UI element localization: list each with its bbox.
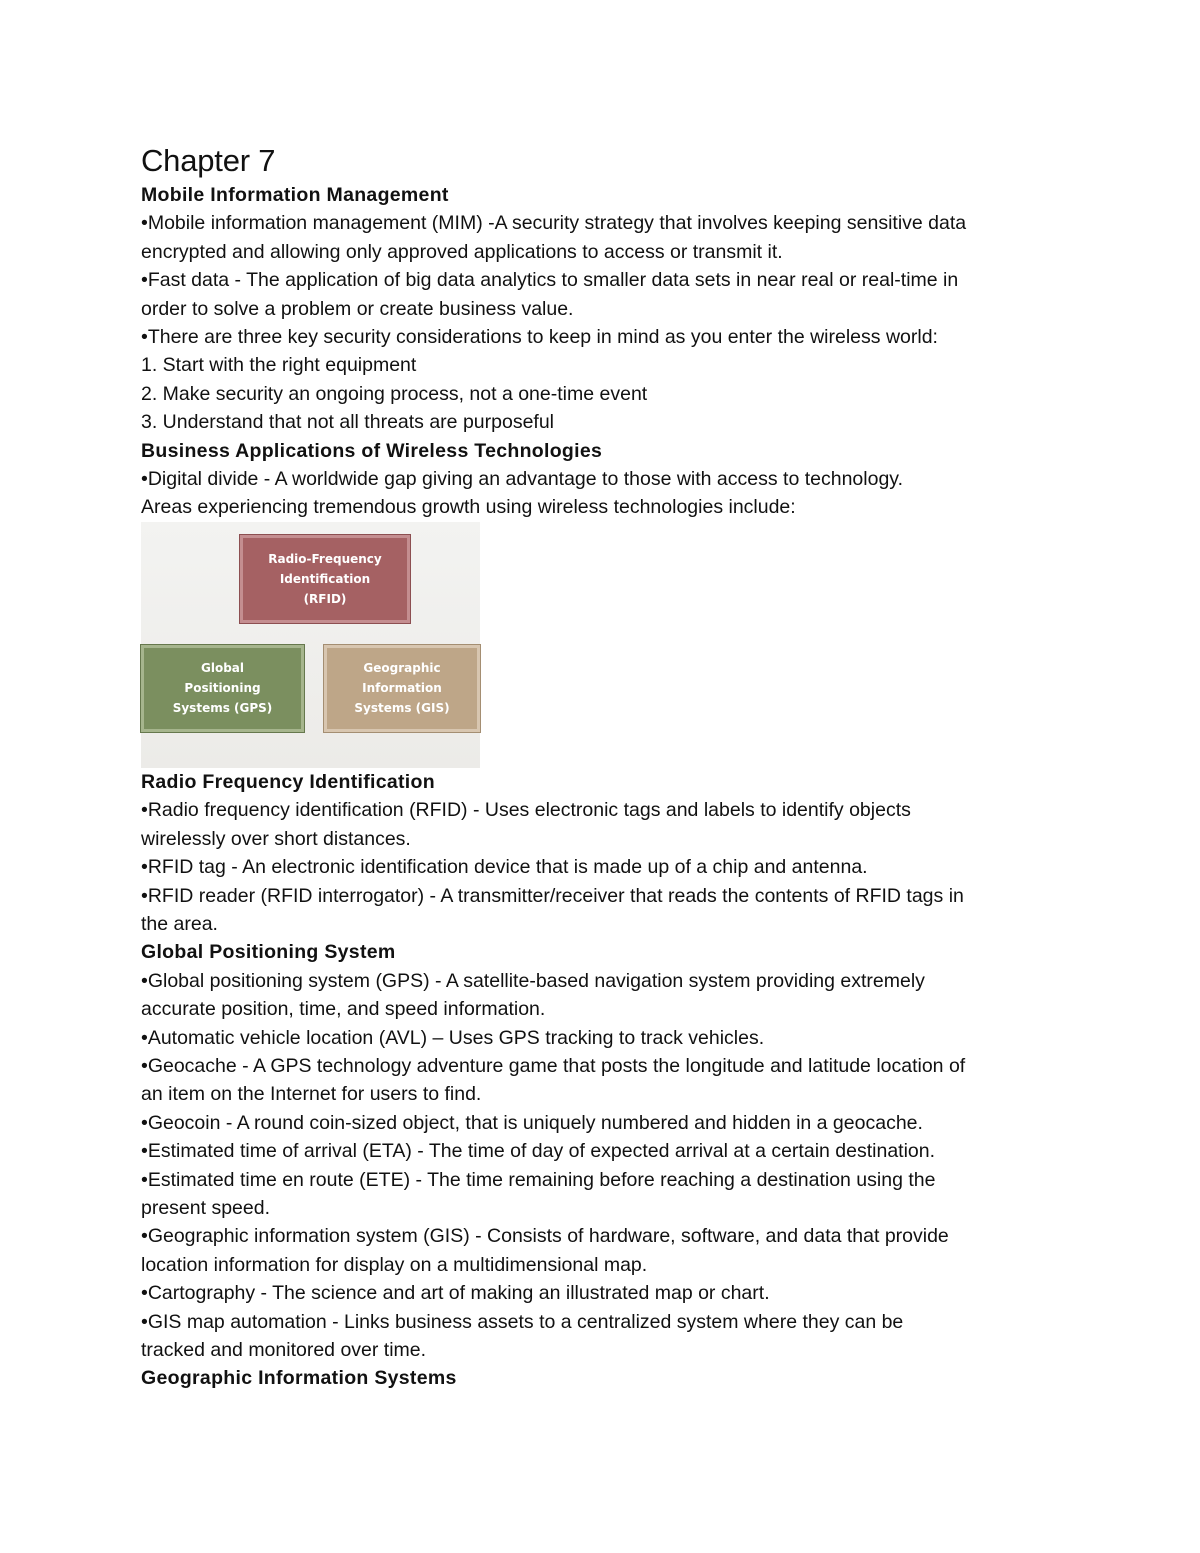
rfid-line-5: the area.: [141, 912, 218, 935]
gps-line-10: •Geographic information system (GIS) - Consists of hardware, software, and data that provide: [141, 1225, 949, 1248]
mim-line-7: 2. Make security an ongoing process, not a one-time event: [141, 382, 648, 405]
section-heading-mim: Mobile Information Management: [141, 184, 449, 206]
gps-line-7: •Estimated time of arrival (ETA) - The time of day of expected arrival at a certain destination.: [141, 1140, 936, 1163]
mim-line-1: •Mobile information management (MIM) -A security strategy that involves keeping sensitive data: [141, 212, 967, 235]
diagram-box-gps: Global Positioning Systems (GPS): [141, 645, 304, 732]
mim-line-4: order to solve a problem or create business value.: [141, 297, 574, 320]
gps-line-11: location information for display on a multidimensional map.: [141, 1253, 648, 1276]
rfid-line-3: •RFID tag - An electronic identification device that is made up of a chip and antenna.: [141, 856, 868, 879]
wireless-growth-diagram: [141, 522, 480, 768]
business-line-2: Areas experiencing tremendous growth using wireless technologies include:: [141, 496, 796, 519]
gps-line-2: accurate position, time, and speed information.: [141, 998, 546, 1021]
chapter-title: Chapter 7: [141, 143, 276, 178]
gps-line-3: •Automatic vehicle location (AVL) – Uses GPS tracking to track vehicles.: [141, 1026, 765, 1049]
gps-line-9: present speed.: [141, 1196, 271, 1219]
mim-line-2: encrypted and allowing only approved applications to access or transmit it.: [141, 240, 783, 263]
gps-line-14: tracked and monitored over time.: [141, 1339, 427, 1361]
section-heading-business: Business Applications of Wireless Technologies: [141, 439, 603, 462]
mim-line-5: •There are three key security considerations to keep in mind as you enter the wireless world:: [141, 326, 938, 349]
business-line-1: •Digital divide - A worldwide gap giving an advantage to those with access to technology.: [141, 468, 904, 491]
gps-line-13: •GIS map automation - Links business assets to a centralized system where they can be: [141, 1310, 904, 1333]
gps-line-6: •Geocoin - A round coin-sized object, that is uniquely numbered and hidden in a geocache.: [141, 1111, 923, 1134]
rfid-line-2: wirelessly over short distances.: [141, 827, 411, 850]
document-page: [141, 140, 1061, 1393]
mim-line-6: 1. Start with the right equipment: [141, 354, 417, 377]
gps-line-1: •Global positioning system (GPS) - A satellite-based navigation system providing extremely: [141, 969, 925, 992]
section-heading-rfid: Radio Frequency Identification: [141, 770, 435, 793]
rfid-line-4: •RFID reader (RFID interrogator) - A transmitter/receiver that reads the contents of RFID tags in: [141, 884, 964, 907]
rfid-line-1: •Radio frequency identification (RFID) - Uses electronic tags and labels to identify objects: [141, 799, 911, 822]
gps-line-8: •Estimated time en route (ETE) - The time remaining before reaching a destination using the: [141, 1168, 936, 1191]
diagram-box-gis: Geographic Information Systems (GIS): [324, 645, 480, 732]
mim-line-3: •Fast data - The application of big data analytics to smaller data sets in near real or real-time in: [141, 269, 959, 292]
mim-line-8: 3. Understand that not all threats are purposeful: [141, 411, 555, 434]
section-heading-gis: Geographic Information Systems: [141, 1367, 457, 1390]
gps-line-12: •Cartography - The science and art of making an illustrated map or chart.: [141, 1282, 770, 1305]
gps-line-4: •Geocache - A GPS technology adventure game that posts the longitude and latitude location of: [141, 1054, 966, 1077]
diagram-box-rfid: Radio-Frequency Identification (RFID): [240, 535, 410, 623]
gps-line-5: an item on the Internet for users to find.: [141, 1083, 482, 1106]
section-heading-gps: Global Positioning System: [141, 941, 396, 964]
